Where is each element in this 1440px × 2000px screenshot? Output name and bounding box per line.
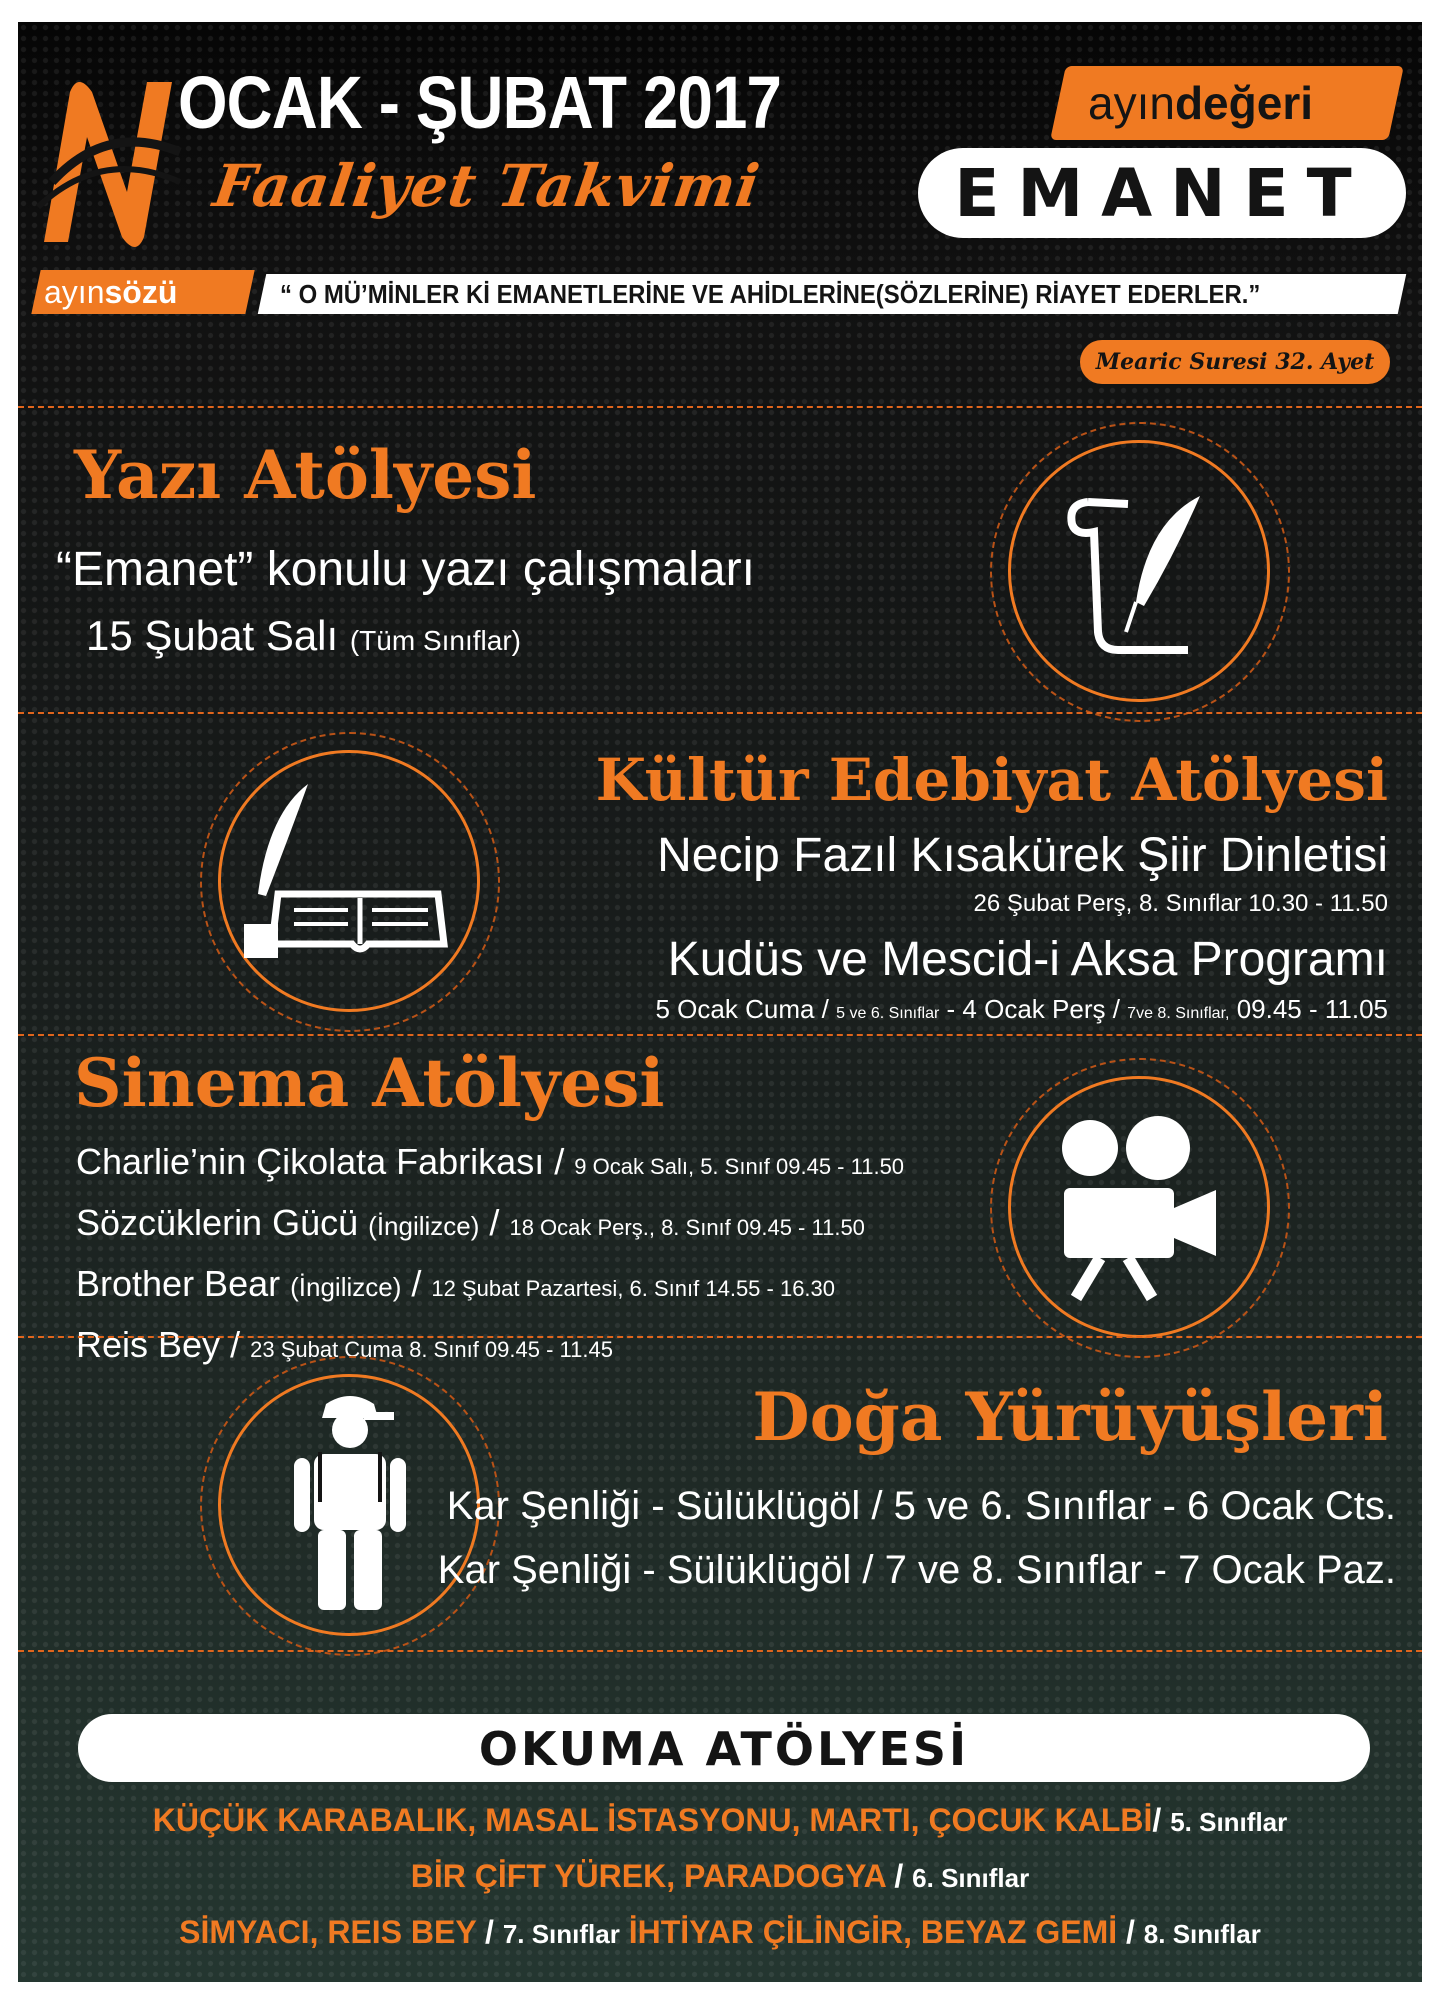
divider-3 [18, 1034, 1422, 1036]
kultur-event2: Kudüs ve Mescid-i Aksa Programı [667, 933, 1388, 986]
okuma-class: 7. Sınıflar [502, 1919, 620, 1949]
yazi-date-line [86, 612, 521, 660]
quote-text: “ O MÜ’MİNLER Kİ EMANETLERİNE VE AHİDLERİNE(SÖZLERİNE) RİAYET EDERLER.” [280, 279, 1261, 309]
sinema-item [76, 1256, 976, 1317]
okuma-row-3 [18, 1914, 1422, 1951]
okuma-row-2 [18, 1858, 1422, 1895]
sinema-item-detail: 9 Ocak Salı, 5. Sınıf 09.45 - 11.50 [574, 1154, 905, 1179]
poster [18, 22, 1422, 1982]
value-of-month-prefix: ayın [1088, 77, 1175, 129]
sinema-item-detail: 23 Şubat Cuma 8. Sınıf 09.45 - 11.45 [250, 1337, 613, 1362]
sinema-item-name: Charlie’nin Çikolata Fabrikası [76, 1141, 545, 1182]
film-camera-icon [1048, 1112, 1228, 1302]
yazi-line1: “Emanet” konulu yazı çalışmaları [56, 543, 755, 596]
okuma-sep: / [1126, 1914, 1135, 1950]
quote-label [44, 270, 177, 314]
divider-4 [18, 1336, 1422, 1338]
okuma-books: KÜÇÜK KARABALIK, MASAL İSTASYONU, MARTI, ÇOCUK KALBİ [152, 1802, 1153, 1838]
sinema-item-sep: / [489, 1202, 500, 1243]
okuma-row-1 [18, 1802, 1422, 1839]
scroll-quill-icon [1048, 482, 1228, 662]
sinema-item-name: Brother Bear [76, 1263, 281, 1304]
quote-label-prefix: ayın [44, 274, 105, 310]
sinema-item-sep: / [230, 1324, 241, 1365]
quote-source: Mearic Suresi 32. Ayet [1095, 349, 1375, 375]
header-subtitle: Faaliyet Takvimi [209, 152, 765, 220]
okuma-sep: / [894, 1858, 904, 1894]
kultur-event2-time: 09.45 - 11.05 [1236, 994, 1388, 1024]
okuma-books: İHTİYAR ÇİLİNGİR, BEYAZ GEMİ [628, 1914, 1118, 1950]
quote-label-bold: sözü [104, 274, 178, 310]
divider-top [18, 406, 1422, 408]
kultur-event2-date-b: - 4 Ocak Perş / [946, 994, 1120, 1024]
sinema-item-name: Reis Bey [76, 1324, 221, 1365]
sinema-item [76, 1317, 976, 1378]
sinema-item-name: Sözcüklerin Gücü [76, 1202, 359, 1243]
okuma-title: OKUMA ATÖLYESİ [478, 1722, 970, 1776]
value-of-month-bold: değeri [1174, 77, 1313, 129]
okuma-books: BİR ÇİFT YÜREK, PARADOGYA [410, 1858, 886, 1894]
doga-line1: Kar Şenliği - Sülüklügöl / 5 ve 6. Sınıflar - 6 Ocak Cts. [446, 1484, 1396, 1528]
value-word: EMANET [954, 155, 1370, 232]
okuma-sep: / [485, 1914, 494, 1950]
kultur-event1: Necip Fazıl Kısakürek Şiir Dinletisi [657, 829, 1388, 882]
sinema-title: Sinema Atölyesi [74, 1044, 665, 1122]
okuma-class: 6. Sınıflar [912, 1863, 1030, 1893]
yazi-date: 15 Şubat Salı [86, 612, 339, 659]
sinema-item [76, 1195, 976, 1256]
hiker-icon [274, 1392, 424, 1612]
divider-5 [18, 1650, 1422, 1652]
kultur-event2-class-b: 7ve 8. Sınıflar, [1127, 1005, 1230, 1022]
kultur-event2-class-a: 5 ve 6. Sınıflar [836, 1005, 940, 1022]
logo-n-icon [32, 62, 182, 252]
sinema-list [76, 1134, 976, 1378]
doga-line2: Kar Şenliği - Sülüklügöl / 7 ve 8. Sınıflar - 7 Ocak Paz. [437, 1548, 1396, 1592]
logo [32, 62, 182, 252]
header-title: OCAK - ŞUBAT 2017 [178, 61, 782, 144]
value-of-month-label [1088, 66, 1313, 140]
kultur-event2-date-a: 5 Ocak Cuma / [655, 994, 829, 1024]
okuma-books: SİMYACI, REIS BEY [179, 1914, 477, 1950]
doga-title: Doğa Yürüyüşleri [752, 1378, 1388, 1456]
sinema-item-sep: / [411, 1263, 422, 1304]
book-quill-icon [238, 774, 458, 974]
yazi-date-note: (Tüm Sınıflar) [349, 625, 521, 656]
kultur-event2-detail [656, 994, 1389, 1025]
yazi-title: Yazı Atölyesi [74, 436, 537, 514]
sinema-item [76, 1134, 976, 1195]
sinema-item-lang: (İngilizce) [290, 1272, 402, 1302]
kultur-event1-detail: 26 Şubat Perş, 8. Sınıflar 10.30 - 11.50 [973, 890, 1388, 917]
sinema-item-lang: (İngilizce) [368, 1211, 480, 1241]
kultur-title: Kültür Edebiyat Atölyesi [595, 746, 1388, 814]
okuma-sep: / [1152, 1802, 1162, 1838]
okuma-class: 8. Sınıflar [1143, 1919, 1261, 1949]
sinema-item-detail: 12 Şubat Pazartesi, 6. Sınıf 14.55 - 16.30 [431, 1276, 836, 1301]
okuma-class: 5. Sınıflar [1170, 1807, 1288, 1837]
divider-2 [18, 712, 1422, 714]
sinema-item-sep: / [554, 1141, 565, 1182]
sinema-item-detail: 18 Ocak Perş., 8. Sınıf 09.45 - 11.50 [509, 1215, 865, 1240]
